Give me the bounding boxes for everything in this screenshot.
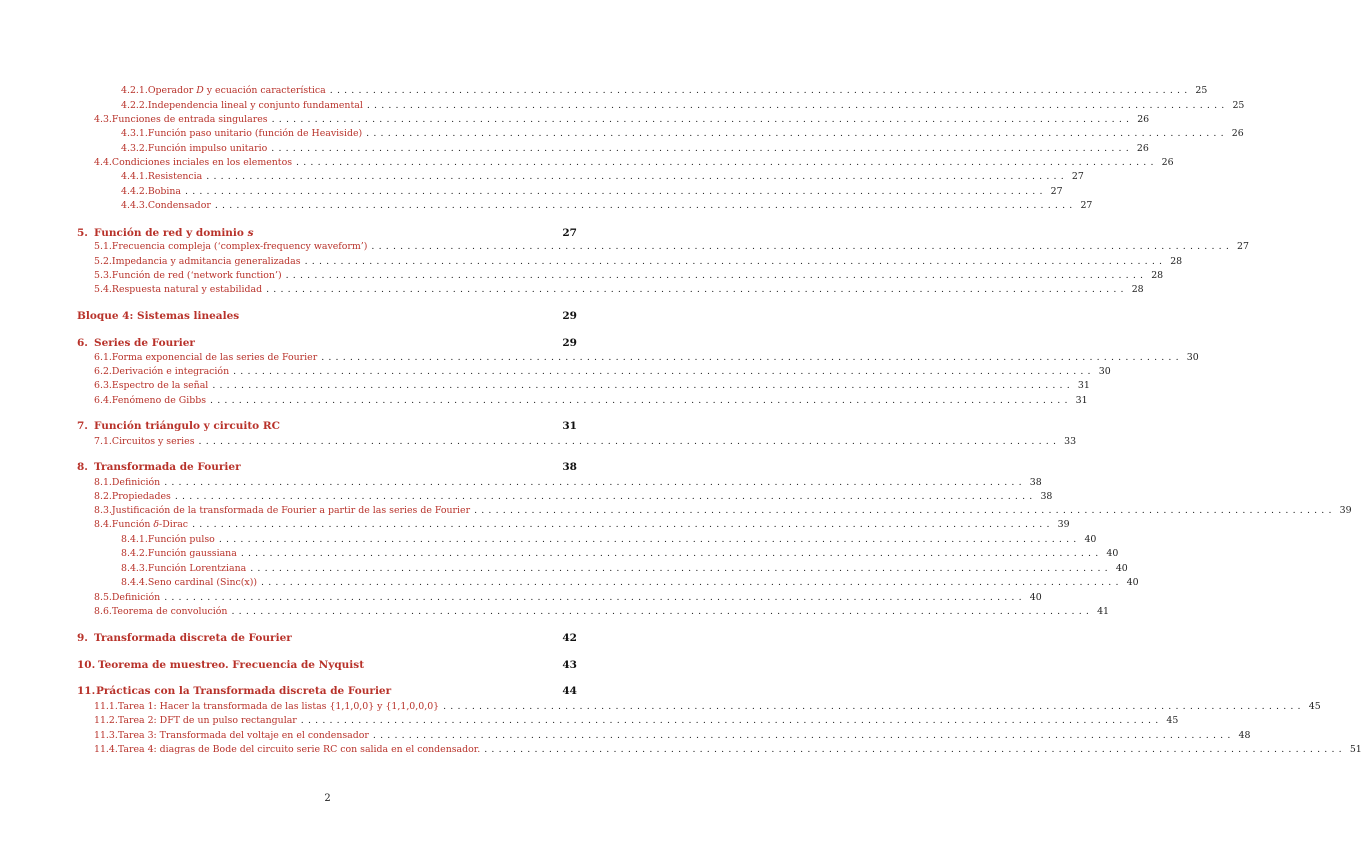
toc-entry-title: Función triángulo y circuito RC: [94, 420, 280, 432]
toc-entry-number: 11.3.: [94, 730, 118, 741]
toc-entry-title: Prácticas con la Transformada discreta de Fourier: [96, 685, 392, 697]
toc-entry-page: 29: [562, 337, 577, 349]
toc-leader-dots: ........................................................................................................................: [304, 256, 1167, 267]
toc-leader-dots: ........................................................................................................................: [212, 380, 1074, 391]
toc-leader-dots: ........................................................................................................................: [329, 85, 1192, 96]
toc-entry[interactable]: [121, 128, 1244, 139]
toc-leader-dots: ........................................................................................................................: [443, 701, 1305, 712]
toc-entry-title: Función δ-Dirac: [111, 519, 189, 530]
toc-entry-title: Teorema de muestreo. Frecuencia de Nyquist: [98, 659, 365, 671]
toc-entry-page: 44: [562, 685, 577, 697]
toc-entry-number: 8.4.1.: [121, 534, 148, 545]
toc-entry-number: 5.1.: [94, 241, 112, 252]
toc-leader-dots: ........................................................................................................................: [366, 100, 1229, 111]
toc-entry-page: 27: [1071, 171, 1084, 182]
toc-leader-dots: ........................................................................................................................: [233, 366, 1095, 377]
toc-leader-dots: ........................................................................................................................: [266, 284, 1128, 295]
toc-entry-page: 48: [1238, 730, 1251, 741]
toc-entry-title: Tarea 4: diagras de Bode del circuito serie RC con salida en el condensador.: [117, 744, 481, 755]
toc-entry-page: 27: [562, 227, 577, 239]
toc-entry-title: Impedancia y admitancia generalizadas: [111, 256, 301, 267]
toc-entry-page: 38: [562, 461, 577, 473]
toc-entry[interactable]: [94, 395, 1088, 406]
toc-entry[interactable]: [77, 685, 577, 697]
toc-entry[interactable]: [94, 606, 1110, 617]
toc-entry-number: 4.4.1.: [121, 171, 148, 182]
toc-entry-number: 6.1.: [94, 352, 112, 363]
toc-entry-page: 29: [562, 310, 577, 322]
toc-leader-dots: ........................................................................................................................: [321, 352, 1183, 363]
toc-entry-number: 8.5.: [94, 592, 112, 603]
toc-entry-title: Definición: [111, 477, 161, 488]
toc-entry[interactable]: [94, 241, 1249, 252]
toc-entry[interactable]: [121, 563, 1128, 574]
toc-entry-number: 6.2.: [94, 366, 112, 377]
toc-entry-number: 11.1.: [94, 701, 118, 712]
toc-entry-page: 26: [1161, 157, 1174, 168]
toc-entry-number: 5.3.: [94, 270, 112, 281]
toc-entry-page: 42: [562, 632, 577, 644]
toc-leader-dots: ........................................................................................................................: [206, 171, 1068, 182]
toc-leader-dots: ........................................................................................................................: [231, 606, 1094, 617]
toc-leader-dots: ........................................................................................................................: [271, 143, 1133, 154]
toc-leader-dots: ........................................................................................................................: [261, 577, 1123, 588]
toc-entry[interactable]: [94, 477, 1042, 488]
toc-entry[interactable]: [121, 100, 1245, 111]
toc-entry[interactable]: [77, 337, 577, 349]
toc-leader-dots: ........................................................................................................................: [474, 505, 1336, 516]
toc-entry-number: 7.: [77, 420, 88, 432]
toc-entry[interactable]: [94, 366, 1111, 377]
toc-entry-number: 8.2.: [94, 491, 112, 502]
toc-entry-number: 5.: [77, 227, 88, 239]
toc-entry-page: 39: [1057, 519, 1070, 530]
toc-entry[interactable]: [94, 352, 1199, 363]
toc-entry-title: Tarea 2: DFT de un pulso rectangular: [117, 715, 297, 726]
toc-entry-page: 38: [1040, 491, 1053, 502]
toc-entry[interactable]: [94, 380, 1090, 391]
toc-leader-dots: ........................................................................................................................: [372, 730, 1235, 741]
toc-entry-page: 40: [1106, 548, 1119, 559]
toc-entry-number: 8.4.2.: [121, 548, 148, 559]
toc-entry-title: Derivación e integración: [111, 366, 230, 377]
toc-entry-title: Función de red y dominio s: [94, 227, 254, 239]
toc-entry[interactable]: [94, 701, 1321, 712]
toc-entry-title: Función impulso unitario: [147, 143, 268, 154]
toc-entry-number: 11.: [77, 685, 96, 697]
toc-leader-dots: ........................................................................................................................: [164, 592, 1026, 603]
toc-leader-dots: ........................................................................................................................: [300, 715, 1163, 726]
toc-entry-page: 45: [1308, 701, 1321, 712]
toc-entry-number: 4.4.3.: [121, 200, 148, 211]
toc-entry-title: Propiedades: [111, 491, 171, 502]
toc-entry-page: 40: [1115, 563, 1128, 574]
page-number: 2: [324, 793, 331, 804]
toc-entry-title: Teorema de convolución: [111, 606, 228, 617]
toc-entry-title: Frecuencia compleja (‘complex-frequency waveform’): [111, 241, 368, 252]
toc-entry-title: Justificación de la transformada de Fourier a partir de las series de Fourier: [111, 505, 471, 516]
toc-entry-number: 10.: [77, 659, 96, 671]
toc-leader-dots: ........................................................................................................................: [210, 395, 1072, 406]
toc-entry[interactable]: [94, 157, 1174, 168]
toc-entry-page: 30: [1098, 366, 1111, 377]
toc-entry-title: Función de red (‘network function’): [111, 270, 282, 281]
toc-entry-number: 4.4.2.: [121, 186, 148, 197]
toc-entry-page: 26: [1137, 114, 1150, 125]
toc-entry-title: Independencia lineal y conjunto fundamental: [147, 100, 363, 111]
toc-entry-page: 31: [1075, 395, 1088, 406]
toc-entry-title: Bobina: [147, 186, 182, 197]
toc-entry-page: 38: [1029, 477, 1042, 488]
toc-entry-title: Respuesta natural y estabilidad: [111, 284, 263, 295]
toc-entry-page: 41: [1097, 606, 1110, 617]
toc-entry-page: 25: [1195, 85, 1208, 96]
toc-entry-number: 4.2.2.: [121, 100, 148, 111]
toc-entry-title: Circuitos y series: [111, 436, 195, 447]
toc-entry-number: 4.3.1.: [121, 128, 148, 139]
toc-entry[interactable]: [121, 577, 1139, 588]
toc-entry-page: 25: [1232, 100, 1245, 111]
toc-entry-page: 28: [1151, 270, 1164, 281]
toc-entry-page: 27: [1080, 200, 1093, 211]
toc-entry[interactable]: [94, 519, 1070, 530]
toc-entry-page: 45: [1166, 715, 1179, 726]
toc-entry-number: 11.4.: [94, 744, 118, 755]
toc-entry-page: 26: [1231, 128, 1244, 139]
toc-entry-title: Espectro de la señal: [111, 380, 209, 391]
toc-entry-number: 4.4.: [94, 157, 112, 168]
toc-entry[interactable]: [121, 548, 1119, 559]
toc-entry-number: 8.4.4.: [121, 577, 148, 588]
toc-entry-title: Series de Fourier: [94, 337, 195, 349]
toc-entry-number: 11.2.: [94, 715, 118, 726]
toc-entry[interactable]: [94, 592, 1042, 603]
toc-entry[interactable]: [94, 270, 1164, 281]
toc-leader-dots: ........................................................................................................................: [174, 491, 1037, 502]
toc-entry[interactable]: [94, 730, 1251, 741]
toc-entry[interactable]: [94, 256, 1183, 267]
toc-leader-dots: ........................................................................................................................: [285, 270, 1148, 281]
toc-entry-page: 28: [1170, 256, 1183, 267]
toc-entry-title: Función Lorentziana: [147, 563, 247, 574]
toc-entry-title: Condiciones inciales en los elementos: [111, 157, 293, 168]
toc-entry-page: 28: [1131, 284, 1144, 295]
toc-entry-title: Transformada discreta de Fourier: [94, 632, 292, 644]
toc-entry-page: 43: [562, 659, 577, 671]
toc-entry-title: Condensador: [147, 200, 211, 211]
toc-entry-page: 30: [1186, 352, 1199, 363]
toc-entry-title: Resistencia: [147, 171, 203, 182]
toc-entry-title: Función pulso: [147, 534, 215, 545]
toc-entry[interactable]: [94, 505, 1352, 516]
toc-entry-number: 8.4.: [94, 519, 112, 530]
toc-entry-number: 8.4.3.: [121, 563, 148, 574]
toc-leader-dots: ........................................................................................................................: [250, 563, 1112, 574]
toc-entry-number: 6.4.: [94, 395, 112, 406]
toc-entry-number: 8.6.: [94, 606, 112, 617]
toc-entry-page: 33: [1064, 436, 1077, 447]
toc-entry-number: 8.1.: [94, 477, 112, 488]
toc-entry[interactable]: [94, 284, 1144, 295]
toc-entry[interactable]: [121, 534, 1097, 545]
toc-entry-title: Bloque 4: Sistemas lineales: [77, 310, 240, 322]
toc-leader-dots: ........................................................................................................................: [198, 436, 1061, 447]
toc-entry-page: 39: [1339, 505, 1352, 516]
toc-entry-number: 5.4.: [94, 284, 112, 295]
toc-leader-dots: ........................................................................................................................: [192, 519, 1054, 530]
toc-entry-title: Función paso unitario (función de Heaviside): [147, 128, 363, 139]
toc-leader-dots: ........................................................................................................................: [214, 200, 1077, 211]
toc-entry[interactable]: [121, 200, 1093, 211]
toc-entry-number: 8.: [77, 461, 88, 473]
toc-entry-page: 27: [1050, 186, 1063, 197]
toc-entry-number: 4.3.2.: [121, 143, 148, 154]
toc-entry-number: 6.3.: [94, 380, 112, 391]
toc-entry-title: Funciones de entrada singulares: [111, 114, 268, 125]
toc-leader-dots: ........................................................................................................................: [296, 157, 1158, 168]
toc-entry[interactable]: [121, 171, 1084, 182]
toc-entry-title: Operador D y ecuación característica: [147, 85, 326, 96]
toc-leader-dots: ........................................................................................................................: [371, 241, 1234, 252]
toc-entry[interactable]: [94, 436, 1077, 447]
toc-entry-title: Función gaussiana: [147, 548, 237, 559]
toc-entry-title: Forma exponencial de las series de Fourier: [111, 352, 318, 363]
toc-entry-title: Fenómeno de Gibbs: [111, 395, 207, 406]
toc-entry[interactable]: [94, 715, 1179, 726]
toc-entry-title: Tarea 3: Transformada del voltaje en el condensador: [117, 730, 369, 741]
toc-entry[interactable]: [77, 227, 577, 239]
toc-leader-dots: ........................................................................................................................: [366, 128, 1228, 139]
toc-entry-number: 4.2.1.: [121, 85, 148, 96]
toc-leader-dots: ........................................................................................................................: [484, 744, 1346, 755]
toc-entry-page: 31: [562, 420, 577, 432]
toc-entry[interactable]: [77, 420, 577, 432]
toc-entry-number: 4.3.: [94, 114, 112, 125]
toc-entry[interactable]: [77, 632, 577, 644]
toc-entry-title: Transformada de Fourier: [94, 461, 241, 473]
toc-entry[interactable]: [77, 461, 577, 473]
toc-entry-page: 40: [1029, 592, 1042, 603]
toc-entry-number: 8.3.: [94, 505, 112, 516]
toc-leader-dots: ........................................................................................................................: [271, 114, 1134, 125]
toc-entry-page: 51: [1349, 744, 1362, 755]
toc-entry-number: 9.: [77, 632, 88, 644]
toc-leader-dots: ........................................................................................................................: [240, 548, 1103, 559]
toc-entry[interactable]: [121, 85, 1208, 96]
toc-leader-dots: ........................................................................................................................: [164, 477, 1026, 488]
toc-entry[interactable]: [94, 744, 1362, 755]
toc-entry-page: 26: [1136, 143, 1149, 154]
toc-entry[interactable]: [121, 143, 1149, 154]
toc-entry-number: 5.2.: [94, 256, 112, 267]
toc-entry-page: 40: [1126, 577, 1139, 588]
toc-entry[interactable]: [121, 186, 1063, 197]
toc-entry[interactable]: [77, 310, 577, 322]
toc-leader-dots: ........................................................................................................................: [218, 534, 1081, 545]
toc-entry-number: 7.1.: [94, 436, 112, 447]
toc-leader-dots: ........................................................................................................................: [185, 186, 1047, 197]
toc-entry-number: 6.: [77, 337, 88, 349]
toc-entry-page: 40: [1084, 534, 1097, 545]
toc-entry-page: 27: [1237, 241, 1249, 252]
toc-entry-title: Seno cardinal (Sinc(x)): [147, 577, 258, 588]
toc-entry[interactable]: [77, 659, 577, 671]
toc-entry[interactable]: [94, 491, 1053, 502]
toc-entry-title: Definición: [111, 592, 161, 603]
toc-entry-title: Tarea 1: Hacer la transformada de las listas {1,1,0,0} y {1,1,0,0,0}: [117, 701, 440, 712]
toc-entry[interactable]: [94, 114, 1150, 125]
toc-entry-page: 31: [1077, 380, 1090, 391]
